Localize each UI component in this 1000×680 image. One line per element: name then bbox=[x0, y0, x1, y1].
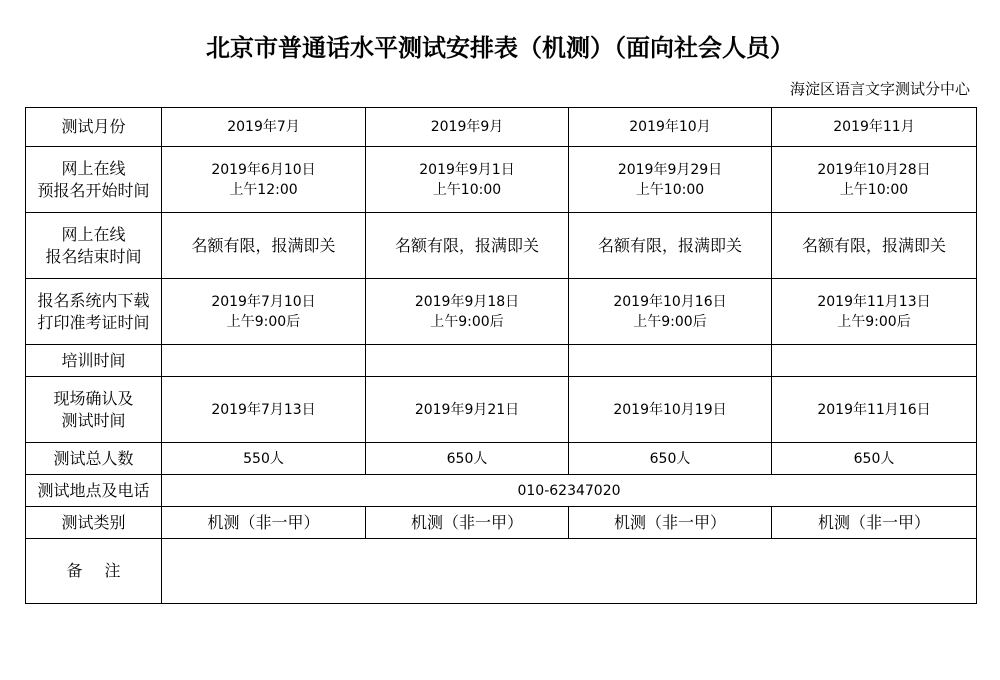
cell-online-end-2: 名额有限，报满即关 bbox=[366, 213, 569, 279]
row-confirm-test bbox=[26, 377, 977, 443]
cell-online-start-2 bbox=[366, 147, 569, 213]
cell-online-start-1 bbox=[162, 147, 366, 213]
label-line: 打印准考证时间 bbox=[37, 312, 150, 332]
schedule-table bbox=[25, 107, 977, 604]
cell-category-4: 机测（非一甲） bbox=[772, 507, 977, 539]
cell-month-1: 2019年7月 bbox=[162, 108, 366, 147]
cell-ticket-1 bbox=[162, 279, 366, 345]
cell-month-2: 2019年9月 bbox=[366, 108, 569, 147]
cell-date: 2019年11月13日 bbox=[817, 293, 931, 310]
cell-date: 2019年9月18日 bbox=[414, 293, 520, 310]
row-label-admission-ticket bbox=[26, 279, 162, 345]
cell-date: 2019年10月16日 bbox=[613, 293, 727, 310]
cell-online-end-1: 名额有限，报满即关 bbox=[162, 213, 366, 279]
cell-date: 2019年9月29日 bbox=[617, 161, 723, 178]
label-line: 报名结束时间 bbox=[45, 246, 142, 266]
cell-training-3 bbox=[569, 345, 772, 377]
cell-confirm-3: 2019年10月19日 bbox=[569, 377, 772, 443]
cell-place-phone: 010-62347020 bbox=[162, 475, 977, 507]
row-label-remarks bbox=[26, 539, 162, 604]
row-admission-ticket bbox=[26, 279, 977, 345]
cell-total-1: 550人 bbox=[162, 443, 366, 475]
row-label-total: 测试总人数 bbox=[26, 443, 162, 475]
cell-confirm-2: 2019年9月21日 bbox=[366, 377, 569, 443]
cell-confirm-1: 2019年7月13日 bbox=[162, 377, 366, 443]
organization-name: 海淀区语言文字测试分中心 bbox=[789, 80, 970, 98]
cell-date: 2019年9月1日 bbox=[419, 161, 515, 178]
row-label-online-start bbox=[26, 147, 162, 213]
cell-time: 上午10:00 bbox=[432, 181, 502, 198]
label-line: 网上在线 bbox=[61, 158, 126, 178]
row-remarks bbox=[26, 539, 977, 604]
row-online-end bbox=[26, 213, 977, 279]
row-online-start bbox=[26, 147, 977, 213]
cell-ticket-2 bbox=[366, 279, 569, 345]
cell-month-4: 2019年11月 bbox=[772, 108, 977, 147]
label-line: 网上在线 bbox=[61, 224, 126, 244]
cell-ticket-3 bbox=[569, 279, 772, 345]
cell-online-end-4: 名额有限，报满即关 bbox=[772, 213, 977, 279]
cell-online-start-4 bbox=[772, 147, 977, 213]
label-line: 预报名开始时间 bbox=[37, 180, 150, 200]
cell-category-3: 机测（非一甲） bbox=[569, 507, 772, 539]
cell-ticket-4 bbox=[772, 279, 977, 345]
cell-online-start-3 bbox=[569, 147, 772, 213]
cell-date: 2019年7月10日 bbox=[211, 293, 316, 310]
cell-time: 上午9:00后 bbox=[837, 313, 911, 330]
cell-training-2 bbox=[366, 345, 569, 377]
row-test-month bbox=[26, 108, 977, 147]
cell-total-4: 650人 bbox=[772, 443, 977, 475]
cell-time: 上午10:00 bbox=[635, 181, 705, 198]
label-line: 测试时间 bbox=[61, 410, 126, 430]
cell-confirm-4: 2019年11月16日 bbox=[772, 377, 977, 443]
row-label-training: 培训时间 bbox=[26, 345, 162, 377]
row-label-category: 测试类别 bbox=[26, 507, 162, 539]
cell-total-2: 650人 bbox=[366, 443, 569, 475]
cell-online-end-3: 名额有限，报满即关 bbox=[569, 213, 772, 279]
page-title: 北京市普通话水平测试安排表（机测）（面向社会人员） bbox=[206, 33, 794, 62]
cell-category-1: 机测（非一甲） bbox=[162, 507, 366, 539]
label-line: 报名系统内下载 bbox=[37, 290, 150, 310]
cell-time: 上午9:00后 bbox=[226, 313, 301, 330]
cell-training-1 bbox=[162, 345, 366, 377]
cell-time: 上午12:00 bbox=[229, 181, 298, 198]
cell-time: 上午10:00 bbox=[839, 181, 909, 198]
label-line: 现场确认及 bbox=[53, 388, 134, 408]
cell-time: 上午9:00后 bbox=[430, 313, 504, 330]
row-training bbox=[26, 345, 977, 377]
cell-date: 2019年6月10日 bbox=[211, 161, 316, 178]
cell-month-3: 2019年10月 bbox=[569, 108, 772, 147]
row-label-online-end bbox=[26, 213, 162, 279]
row-label-place-phone: 测试地点及电话 bbox=[26, 475, 162, 507]
row-label-confirm-test bbox=[26, 377, 162, 443]
cell-remarks bbox=[162, 539, 977, 604]
remarks-label: 备注 bbox=[66, 561, 143, 580]
cell-training-4 bbox=[772, 345, 977, 377]
cell-category-2: 机测（非一甲） bbox=[366, 507, 569, 539]
row-total bbox=[26, 443, 977, 475]
cell-total-3: 650人 bbox=[569, 443, 772, 475]
cell-date: 2019年10月28日 bbox=[817, 161, 931, 178]
cell-time: 上午9:00后 bbox=[633, 313, 707, 330]
row-category bbox=[26, 507, 977, 539]
row-place-phone bbox=[26, 475, 977, 507]
row-label-test-month: 测试月份 bbox=[26, 108, 162, 147]
